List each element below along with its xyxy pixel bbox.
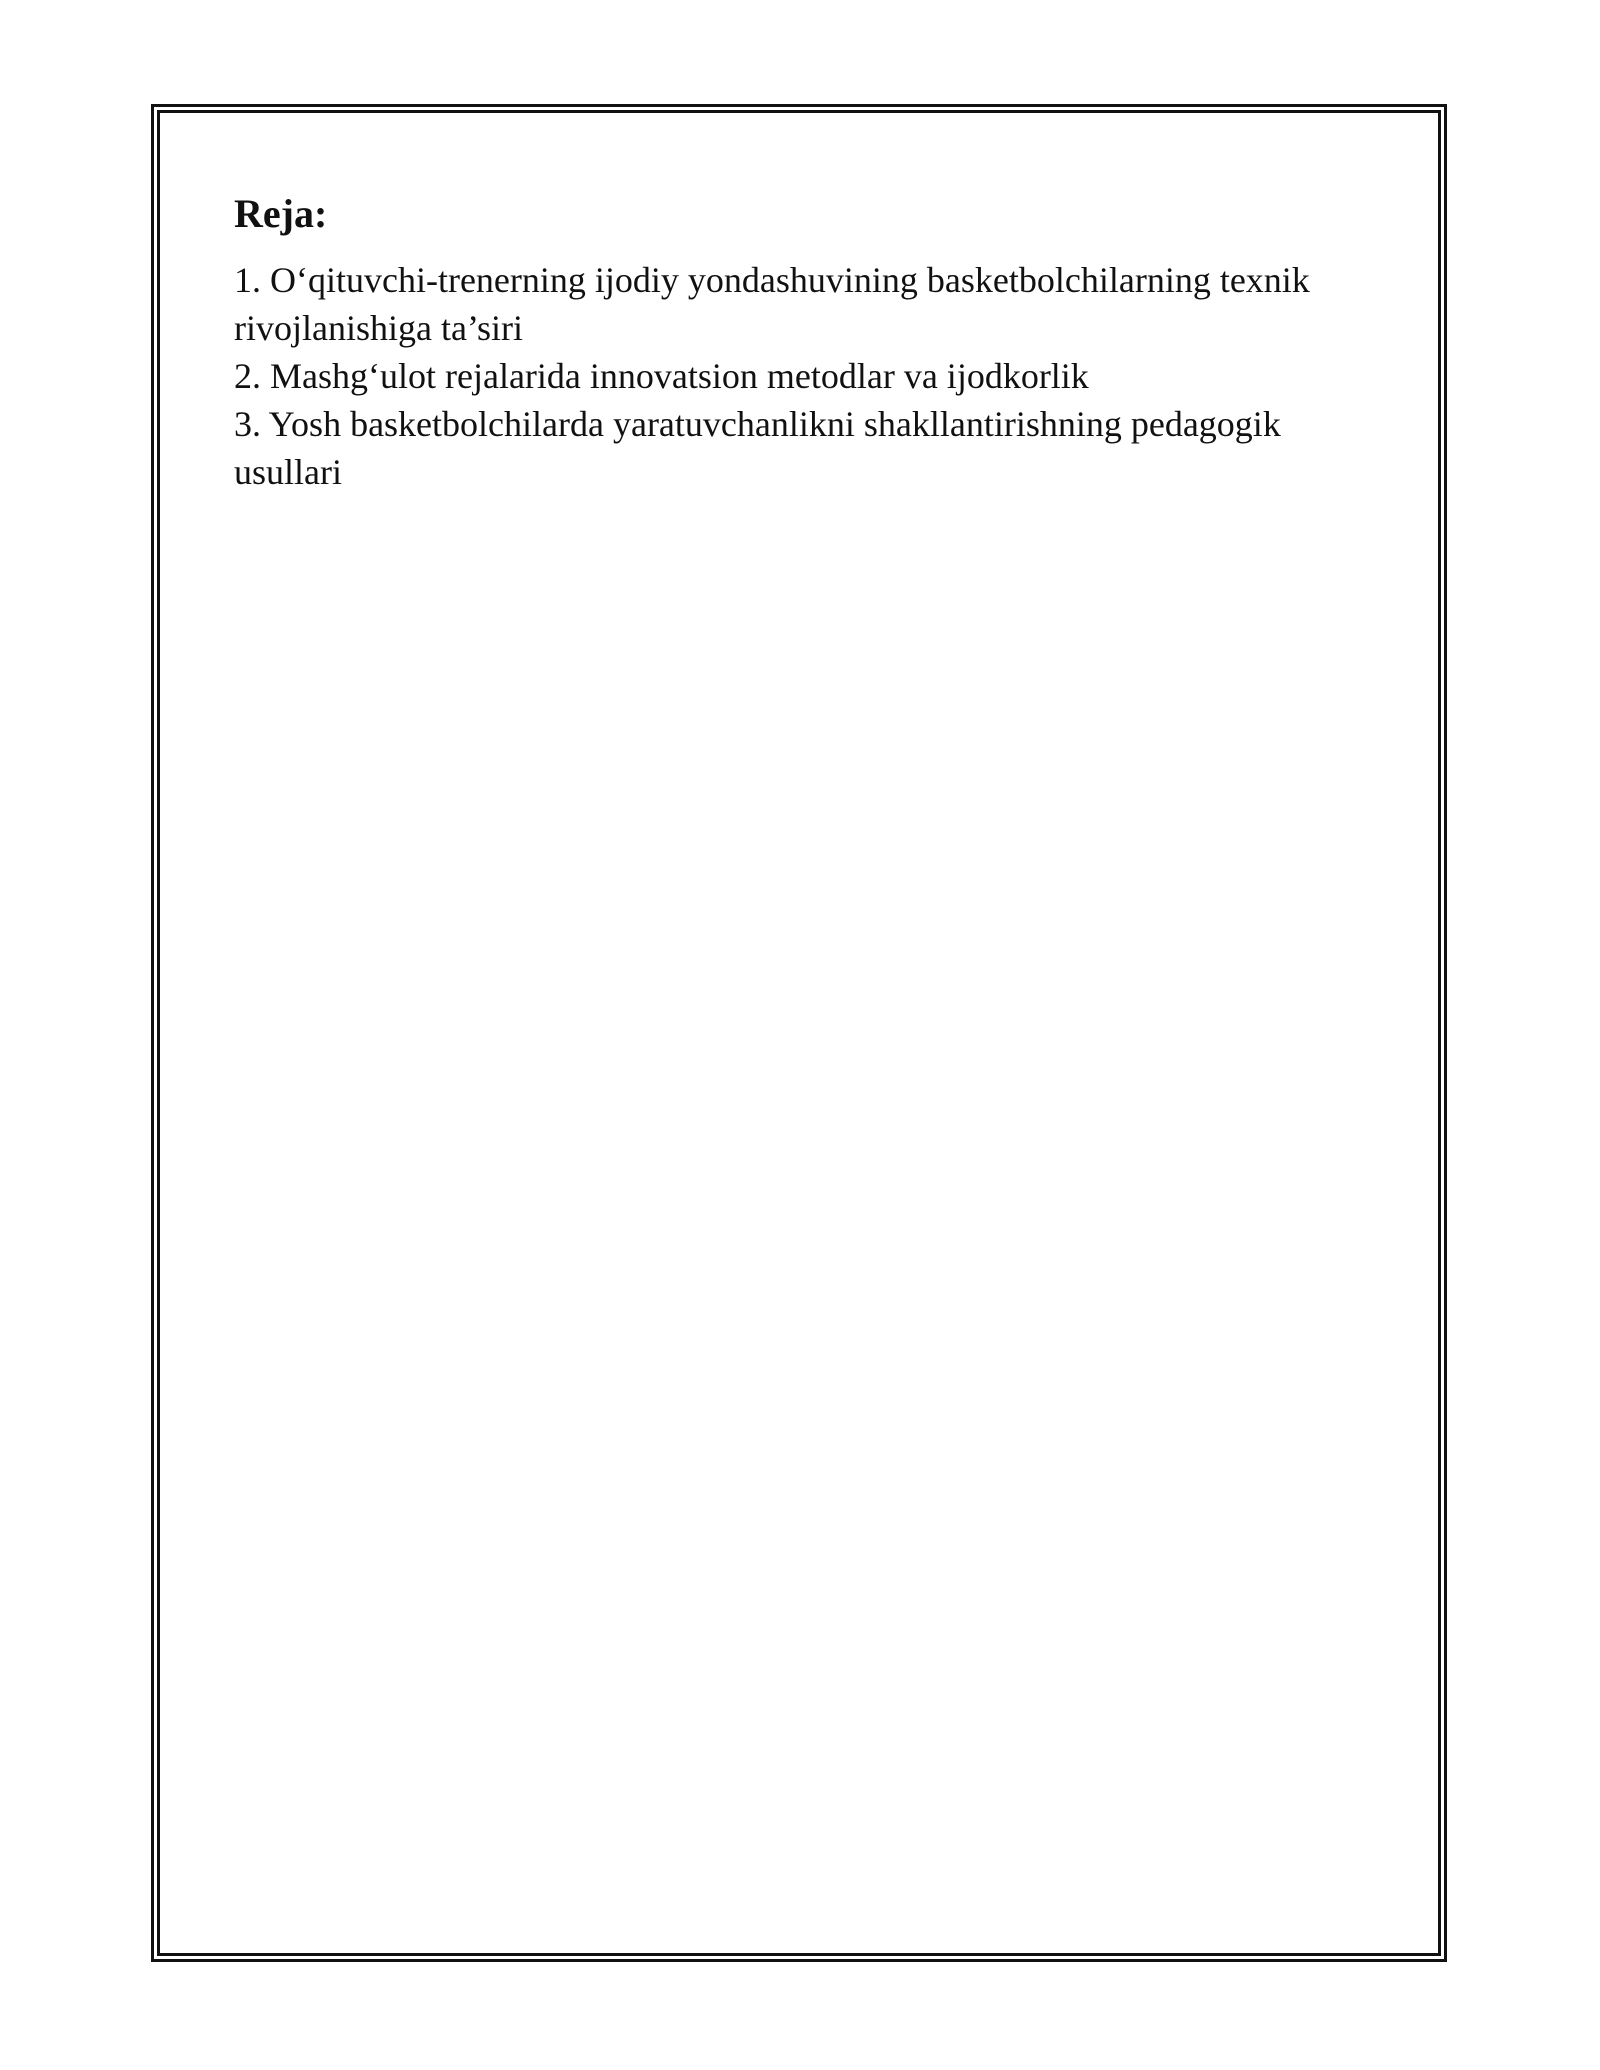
plan-list <box>234 256 1354 496</box>
plan-heading: Reja: <box>234 191 328 236</box>
plan-item-1: 1. O‘qituvchi-trenerning ijodiy yondashuvining basketbolchilarning texnik rivojlanishiga ta’siri <box>234 260 1310 348</box>
document-content <box>234 188 1354 496</box>
plan-item-3: 3. Yosh basketbolchilarda yaratuvchanlikni shakllantirishning pedagogik usullari <box>234 404 1281 492</box>
plan-item-2: 2. Mashg‘ulot rejalarida innovatsion metodlar va ijodkorlik <box>234 356 1089 396</box>
